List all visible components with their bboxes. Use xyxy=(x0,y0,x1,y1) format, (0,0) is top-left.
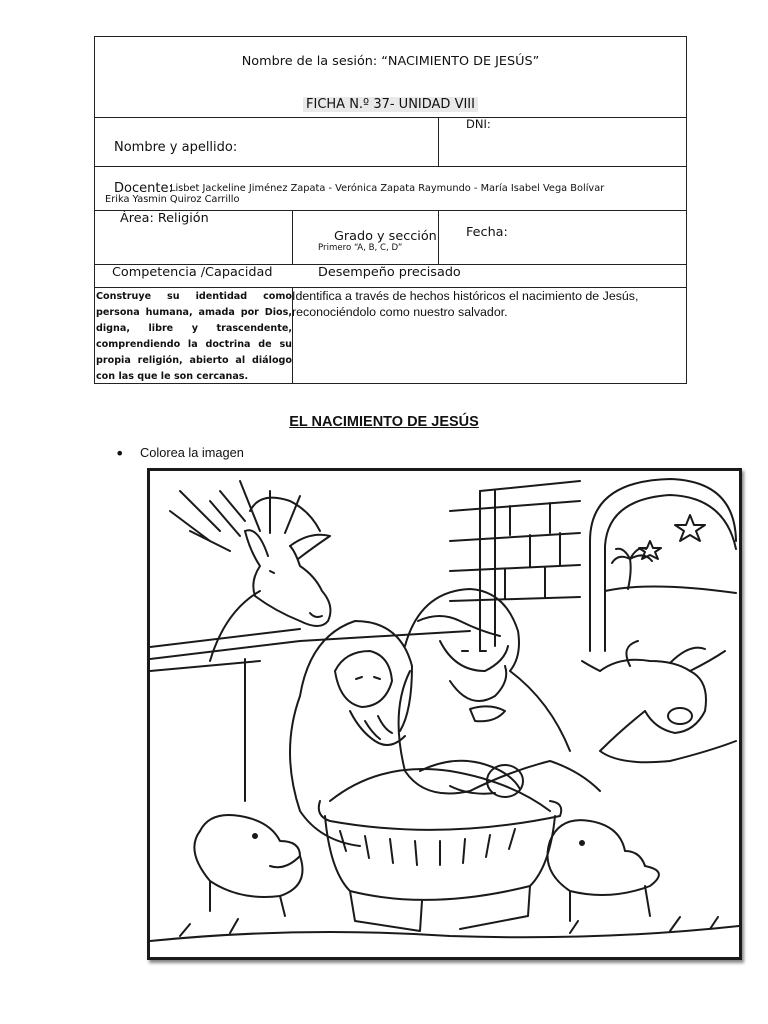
competencia-text: Construye su identidad como persona humana, amada por Dios, digna, libre y trascendente, comprendiendo la doctrina de su propia religión, abierto al diálogo con las que le son cercanas. xyxy=(96,291,292,382)
stable-structure xyxy=(150,479,736,801)
nativity-scene-drawing xyxy=(150,471,739,957)
teacher-names: Lisbet Jackeline Jiménez Zapata - Verónica Zapata Raymundo - María Isabel Vega Bolívar xyxy=(170,183,605,194)
competencia-header: Competencia /Capacidad xyxy=(112,265,273,280)
instruction-text: Colorea la imagen xyxy=(140,445,244,460)
column-divider xyxy=(292,210,293,264)
palm-tree-icon xyxy=(612,548,652,589)
ox-icon xyxy=(582,641,736,762)
ficha-label: FICHA N.º 37- UNIDAD VIII xyxy=(303,97,478,112)
column-divider xyxy=(438,210,439,264)
session-name: Nombre de la sesión: “NACIMIENTO DE JESÚS” xyxy=(241,54,540,69)
star-icon xyxy=(639,515,705,559)
teacher-names-cont: Erika Yasmin Quiroz Carrillo xyxy=(105,194,240,205)
hay-ground xyxy=(150,917,739,941)
lamb-icon xyxy=(548,820,659,921)
desempeno-header: Desempeño precisado xyxy=(318,265,461,280)
date-label: Fecha: xyxy=(466,225,508,240)
grade-label: Grado y sección xyxy=(334,229,437,244)
column-divider xyxy=(438,117,439,166)
row-divider xyxy=(94,117,687,118)
nativity-coloring-image xyxy=(147,468,742,960)
page-title: EL NACIMIENTO DE JESÚS xyxy=(289,414,479,430)
sheep-icon xyxy=(194,815,302,916)
joseph-figure xyxy=(399,589,600,794)
student-name-label: Nombre y apellido: xyxy=(114,140,238,155)
desempeno-text: Identifica a través de hechos históricos el nacimiento de Jesús, reconociéndolo como nuestro salvador. xyxy=(292,289,639,319)
teacher-label: Docente: xyxy=(114,181,173,196)
row-divider xyxy=(94,166,687,167)
grade-value: Primero “A, B, C, D” xyxy=(318,243,403,253)
area-label: Área: Religión xyxy=(120,211,209,226)
bullet-point: • xyxy=(115,444,125,463)
mary-figure xyxy=(290,621,412,846)
dni-label: DNI: xyxy=(466,117,491,131)
ficha-number xyxy=(0,97,768,112)
